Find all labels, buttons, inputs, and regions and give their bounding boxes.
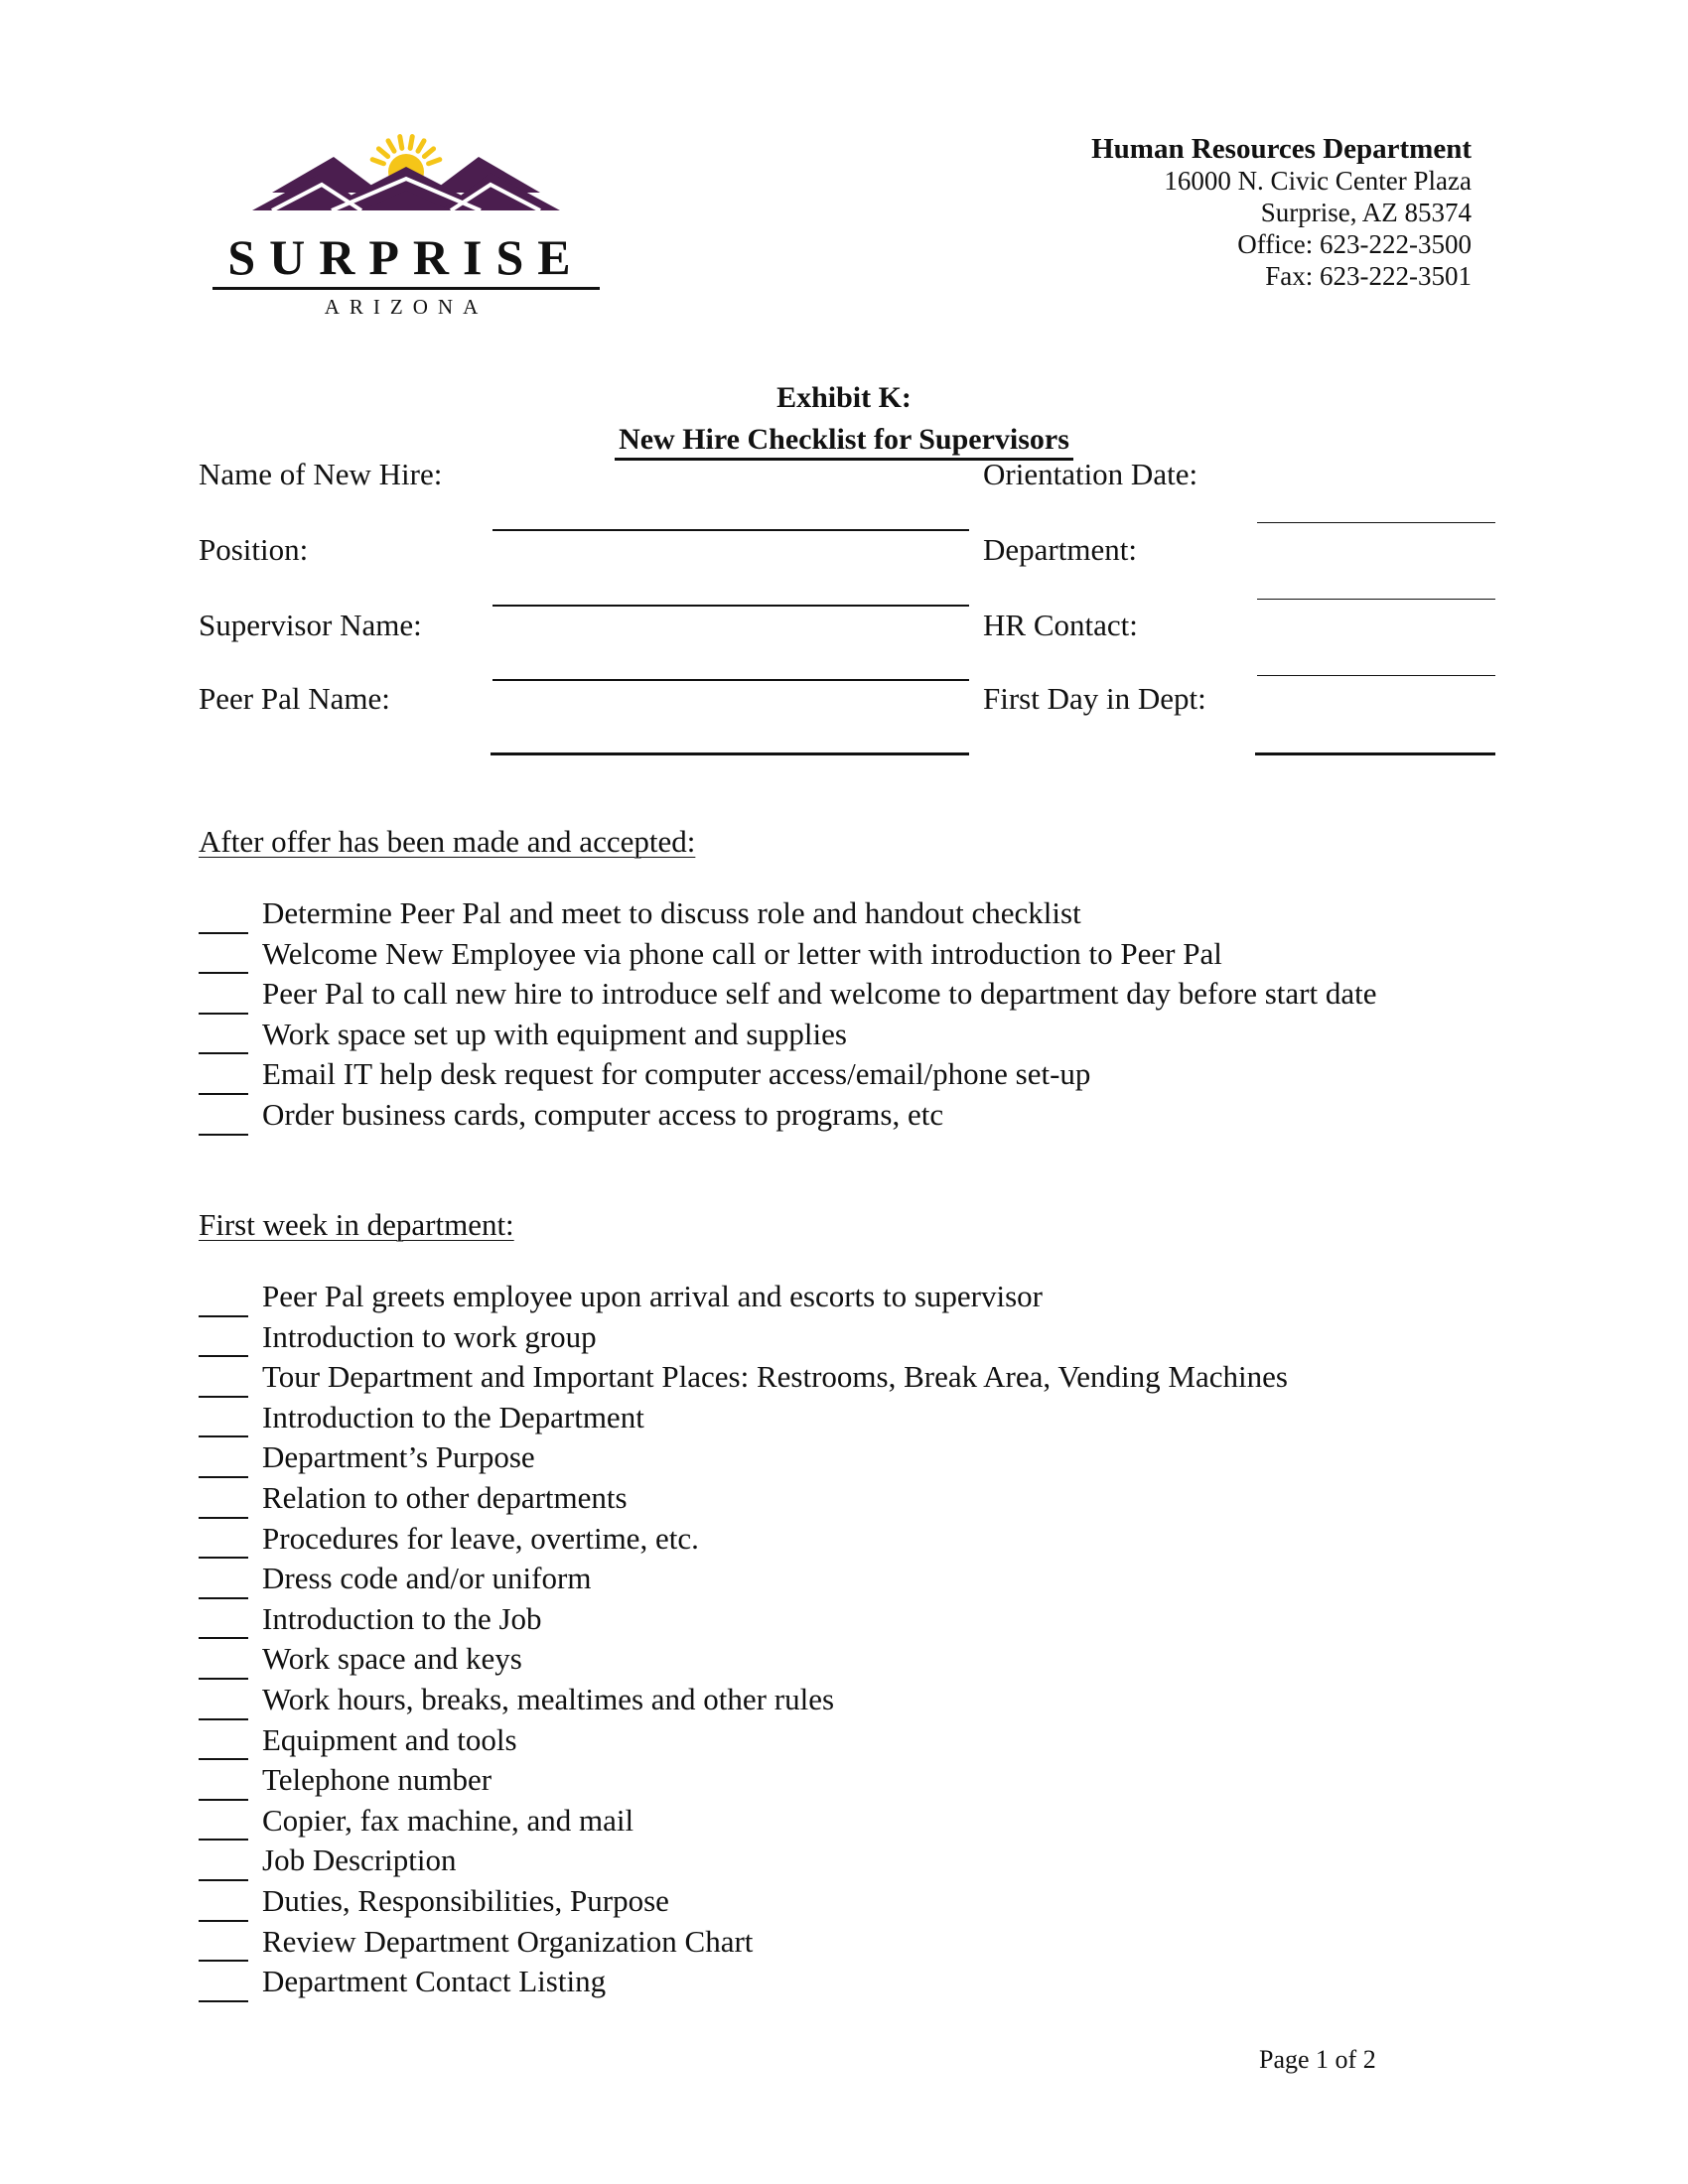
sun-ray bbox=[378, 149, 387, 157]
new-hire-name-field[interactable] bbox=[492, 529, 969, 531]
exhibit-label: Exhibit K: bbox=[776, 381, 912, 414]
sun-ray bbox=[424, 149, 433, 157]
field-label-position: Position: bbox=[199, 532, 309, 567]
address-block bbox=[1091, 133, 1472, 292]
department-field[interactable] bbox=[1257, 599, 1495, 600]
logo-wordmark: SURPRISE bbox=[227, 229, 585, 285]
mountain-sun-icon bbox=[212, 127, 600, 226]
field-label-new-hire-name: Name of New Hire: bbox=[199, 457, 443, 491]
checkbox-blank[interactable] bbox=[199, 1678, 248, 1680]
checkbox-blank[interactable] bbox=[199, 932, 248, 934]
logo-subword: ARIZONA bbox=[324, 295, 489, 319]
office-phone: Office: 623-222-3500 bbox=[1237, 229, 1472, 259]
checkbox-blank[interactable] bbox=[199, 1093, 248, 1095]
position-field[interactable] bbox=[492, 605, 969, 607]
checkbox-blank[interactable] bbox=[199, 2000, 248, 2002]
hr-contact-field[interactable] bbox=[1257, 675, 1495, 676]
checkbox-blank[interactable] bbox=[199, 1435, 248, 1437]
page-number: Page 1 of 2 bbox=[1259, 2045, 1376, 2074]
checkbox-blank[interactable] bbox=[199, 1557, 248, 1559]
department-name: Human Resources Department bbox=[1091, 133, 1472, 165]
checkbox-blank[interactable] bbox=[199, 1637, 248, 1639]
surprise-logo bbox=[212, 127, 600, 326]
field-label-hr-contact: HR Contact: bbox=[983, 608, 1138, 642]
checkbox-blank[interactable] bbox=[199, 1013, 248, 1015]
sun-ray bbox=[429, 160, 440, 164]
first-day-field[interactable] bbox=[1255, 752, 1495, 755]
document-title-block bbox=[0, 377, 1688, 461]
fax-number: Fax: 623-222-3501 bbox=[1265, 261, 1472, 291]
checkbox-blank[interactable] bbox=[199, 1517, 248, 1519]
checkbox-blank[interactable] bbox=[199, 1839, 248, 1841]
document-title: New Hire Checklist for Supervisors bbox=[615, 422, 1073, 461]
checkbox-blank[interactable] bbox=[199, 1597, 248, 1599]
street-address: 16000 N. Civic Center Plaza bbox=[1164, 166, 1472, 196]
orientation-date-field[interactable] bbox=[1257, 522, 1495, 523]
checkbox-blank[interactable] bbox=[199, 1920, 248, 1922]
field-label-department: Department: bbox=[983, 532, 1137, 567]
field-label-first-day: First Day in Dept: bbox=[983, 681, 1206, 716]
section-heading-after-offer: After offer has been made and accepted: bbox=[199, 824, 696, 859]
checkbox-blank[interactable] bbox=[199, 1315, 248, 1317]
checkbox-blank[interactable] bbox=[199, 1799, 248, 1801]
checkbox-blank[interactable] bbox=[199, 1476, 248, 1478]
checkbox-blank[interactable] bbox=[199, 1396, 248, 1398]
peer-pal-name-field[interactable] bbox=[491, 752, 969, 755]
checkbox-blank[interactable] bbox=[199, 1718, 248, 1720]
field-label-supervisor-name: Supervisor Name: bbox=[199, 608, 422, 642]
city-state-zip: Surprise, AZ 85374 bbox=[1260, 198, 1472, 227]
checkbox-blank[interactable] bbox=[199, 972, 248, 974]
field-label-orientation-date: Orientation Date: bbox=[983, 457, 1198, 491]
checkbox-blank[interactable] bbox=[199, 1960, 248, 1962]
sun-ray bbox=[418, 141, 424, 151]
document-page: SURPRISE ARIZONA Human Resources Department 16000 N. Civic Center Plaza Surprise, AZ 85374 Office: 623-222-3500 Fax: 623-222-3501 Exhibit K: New Hire Checklist for Supervisors Name of New Hire: Position: Supervisor Name: Peer Pal Name: Orientation Date: Department: HR Contact: First Day in Dept: After offer has been made and accepted: Determine Peer Pal and meet to discuss role and handout checklist Welcome New Employee via phone call or letter with introduction to Peer Pal Peer Pal to call new hire to introduce self and welcome to department day before start date Work space set up with equipment and supplies Email IT help desk request for computer access/email/phone set-up Order business cards, computer access to programs, etc First week in department: Peer Pal greets employee upon arrival and escorts to supervisor Introduction to work group Tour Department and Important Places: Restrooms, Break Area, Vending Machines Introduction to the Department Department’s Purpose Relation to other departments Procedures for leave, overtime, etc. Dress code and/or uniform Introduction to the Job Work space and keys Work hours, breaks, mealtimes and other rules Equipment and tools Telephone number Copier, fax machine, and mail Job Description Duties, Responsibilities, Purpose Review Department Organization Chart Department Contact Listing Page 1 of 2 bbox=[0, 0, 1688, 2184]
sun-ray bbox=[410, 137, 412, 149]
field-label-peer-pal-name: Peer Pal Name: bbox=[199, 681, 390, 716]
supervisor-name-field[interactable] bbox=[492, 679, 969, 681]
logo-rule bbox=[212, 287, 600, 290]
checkbox-blank[interactable] bbox=[199, 1052, 248, 1054]
checkbox-blank[interactable] bbox=[199, 1134, 248, 1136]
sun-ray bbox=[388, 141, 394, 151]
section-heading-first-week: First week in department: bbox=[199, 1207, 514, 1242]
sun-ray bbox=[400, 137, 402, 149]
checkbox-blank[interactable] bbox=[199, 1758, 248, 1760]
checkbox-blank[interactable] bbox=[199, 1355, 248, 1357]
sun-ray bbox=[372, 160, 383, 164]
checkbox-blank[interactable] bbox=[199, 1879, 248, 1881]
